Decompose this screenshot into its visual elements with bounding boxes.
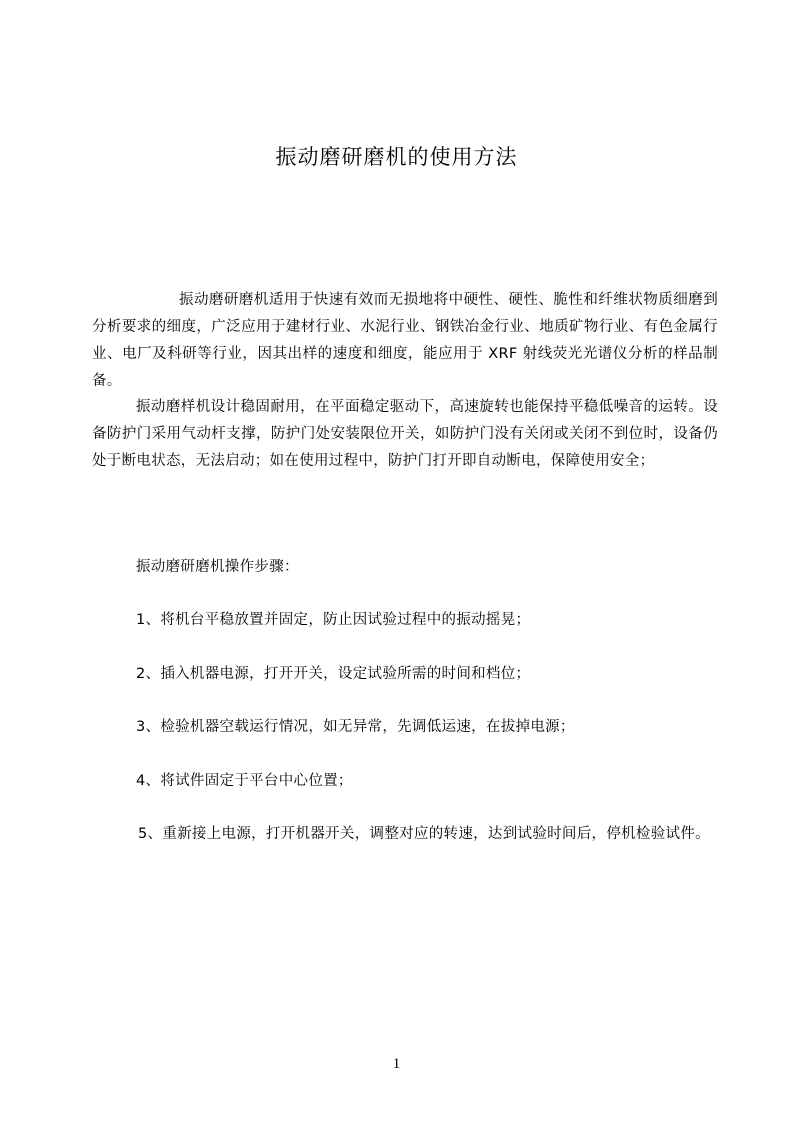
- design-paragraph: [92, 394, 718, 475]
- step-item-4: 4、将试件固定于平台中心位置；: [136, 773, 353, 789]
- step-item-1: 1、将机台平稳放置并固定，防止因试验过程中的振动摇晃；: [136, 612, 531, 628]
- intro-paragraph: [92, 287, 718, 395]
- steps-heading: 振动磨研磨机操作步骤：: [136, 559, 299, 575]
- step-item-3: 3、检验机器空载运行情况，如无异常，先调低运速，在拔掉电源；: [136, 719, 575, 735]
- page-number: 1: [392, 1056, 401, 1072]
- document-title: 振动磨研磨机的使用方法: [275, 145, 518, 169]
- intro-paragraph-text: 振动磨研磨机适用于快速有效而无损地将中硬性、硬性、脆性和纤维状物质细磨到分析要求的细度，广泛应用于建材行业、水泥行业、钢铁冶金行业、地质矿物行业、有色金属行业、电厂及科研等行业，因其出样的速度和细度，能应用于 XRF 射线荧光光谱仪分析的样品制备。: [92, 292, 718, 389]
- design-paragraph-text: 振动磨样机设计稳固耐用，在平面稳定驱动下，高速旋转也能保持平稳低噪音的运转。设备防护门采用气动杆支撑，防护门处安装限位开关，如防护门没有关闭或关闭不到位时，设备仍处于断电状态，无法启动；如在使用过程中，防护门打开即自动断电，保障使用安全；: [92, 399, 718, 469]
- step-item-5: 5、重新接上电源，打开机器开关，调整对应的转速，达到试验时间后，停机检验试件。: [138, 826, 710, 842]
- step-item-2: 2、插入机器电源，打开开关，设定试验所需的时间和档位；: [136, 666, 531, 682]
